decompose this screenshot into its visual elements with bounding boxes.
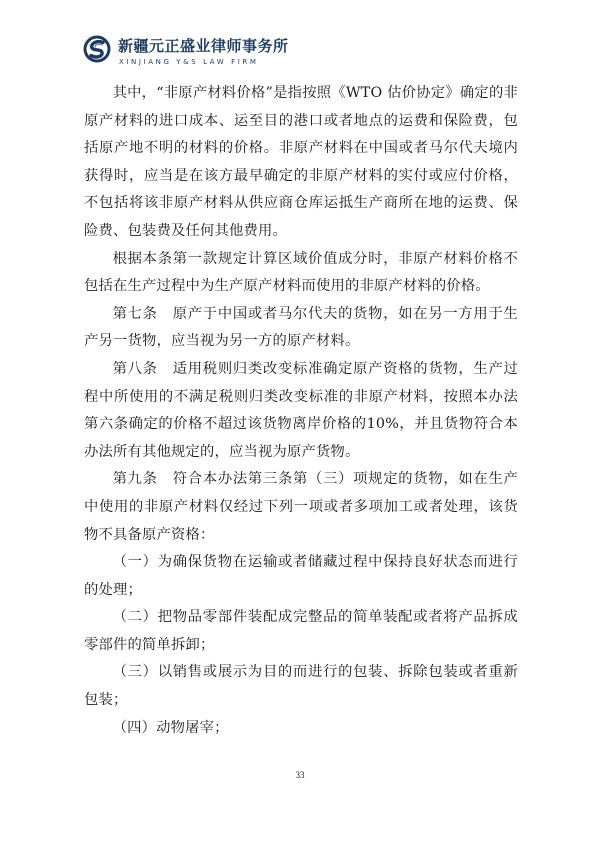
list-item-4: （四）动物屠宰；: [112, 719, 229, 736]
firm-name-chinese: 新疆元正盛业律师事务所: [118, 37, 289, 55]
firm-name-english: XINJIANG Y&S LAW FIRM: [119, 58, 259, 66]
letterhead: [82, 26, 289, 76]
paragraph-article-8: 第八条 适用税则归类改变标准确定原产资格的货物，生产过程中所使用的不满足税则归类改变标准的非原产材料，按照本办法第六条确定的价格不超过该货物离岸价格的10%，并且货物符合本办法所有其他规定的，应当视为原产货物。: [84, 360, 518, 460]
paragraph-non-originating-material-price: 其中，“非原产材料价格”是指按照《WTO 估价协定》确定的非原产材料的进口成本、运至目的港口或者地点的运费和保险费，包括原产地不明的材料的价格。非原产材料在中国或者马尔代夫境内获得时，应当是在该方最早确定的非原产材料的实付或应付价格，不包括将该非原产材料从供应商仓库运抵生产商所在地的运费、保险费、包装费及任何其他费用。: [84, 85, 518, 239]
paragraph-regional-value-content: 根据本条第一款规定计算区域价值成分时，非原产材料价格不包括在生产过程中为生产原产材料而使用的非原产材料的价格。: [84, 250, 518, 295]
paragraph-article-9: 第九条 符合本办法第三条第（三）项规定的货物，如在生产中使用的非原产材料仅经过下列一项或者多项加工或者处理，该货物不具备原产资格：: [84, 471, 518, 543]
list-item-1: （一）为确保货物在运输或者储藏过程中保持良好状态而进行的处理；: [84, 554, 518, 598]
paragraph-article-7: 第七条 原产于中国或者马尔代夫的货物，如在另一方用于生产另一货物，应当视为另一方的原产材料。: [84, 305, 518, 350]
list-item-3: （三）以销售或展示为目的而进行的包装、拆除包装或者重新包装；: [84, 664, 518, 709]
list-item-2: （二）把物品零部件装配成完整品的简单装配或者将产品拆成零部件的简单拆卸；: [84, 609, 518, 653]
law-firm-logo-icon: [82, 34, 112, 64]
page-number: 33: [295, 770, 305, 780]
document-body: [84, 80, 518, 742]
